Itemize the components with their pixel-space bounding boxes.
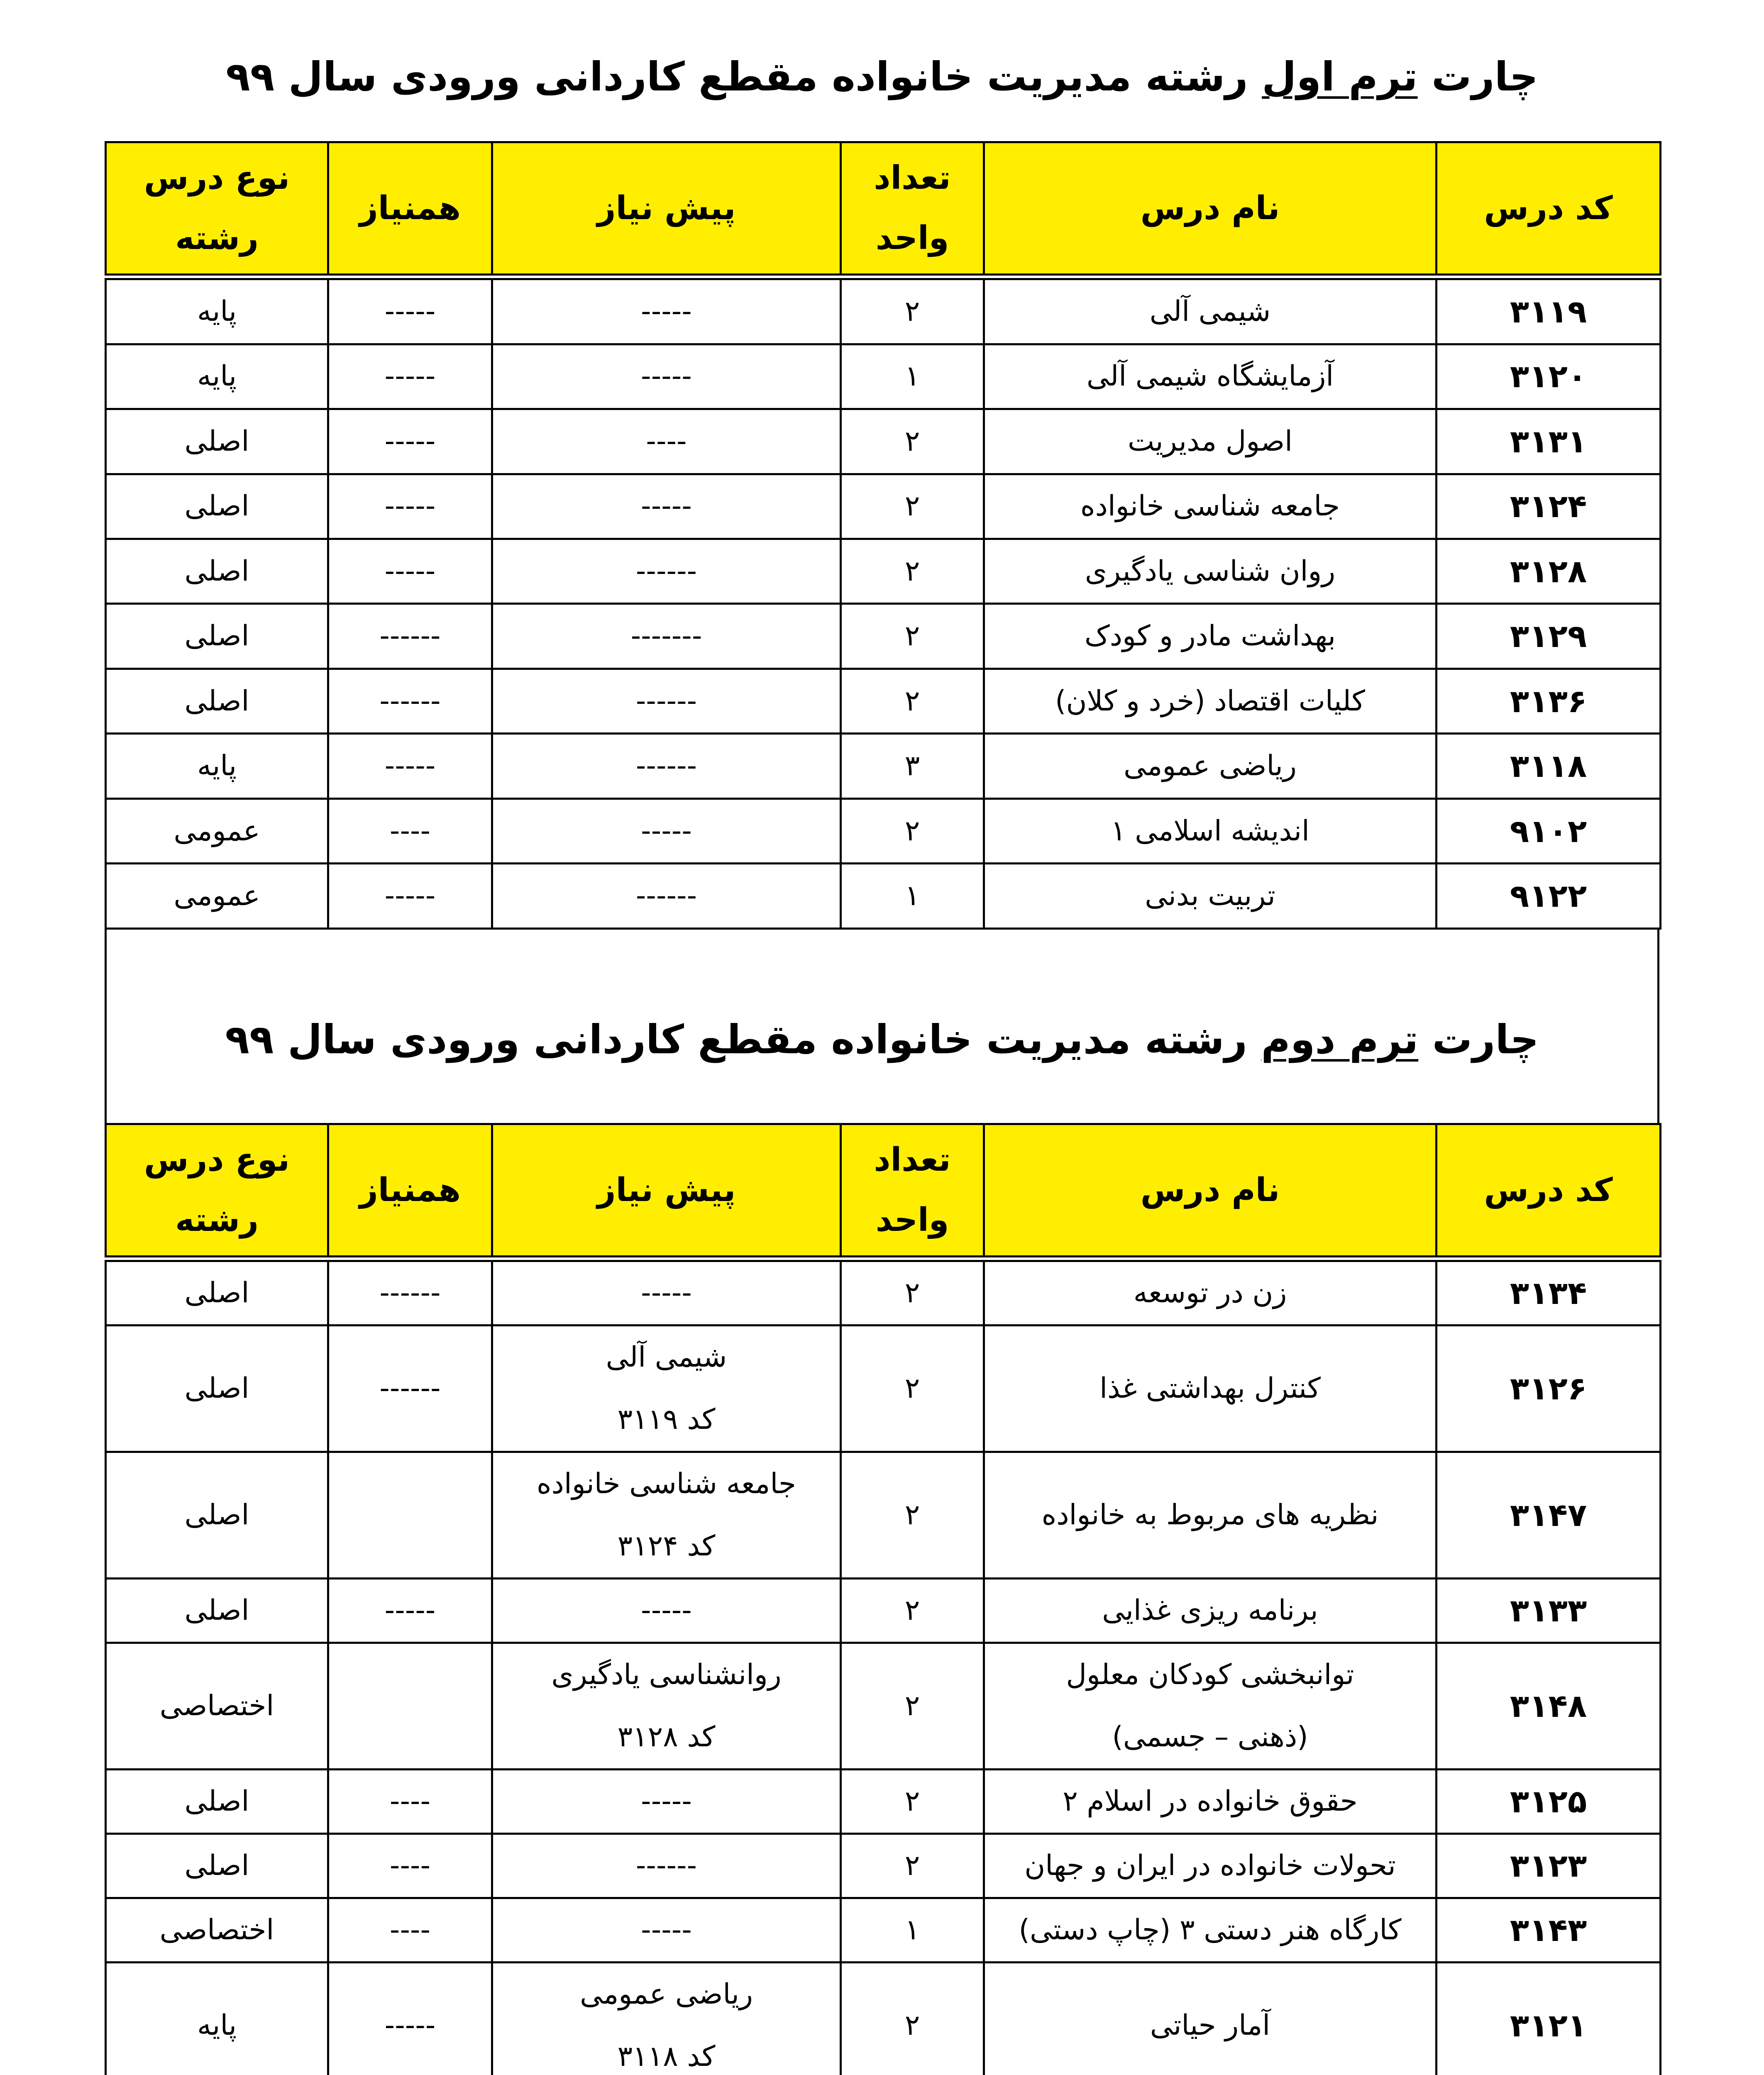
course-name-line1: اصول مدیریت bbox=[1127, 425, 1293, 458]
table-row bbox=[106, 734, 1661, 798]
course-prereq-line2: کد ۳۱۲۸ bbox=[617, 1721, 716, 1753]
table-row bbox=[106, 474, 1661, 539]
course-prereq-line1: ------ bbox=[635, 749, 697, 783]
course-coreq: ----- bbox=[328, 277, 492, 344]
course-name-line2: (ذهنی – جسمی) bbox=[1112, 1721, 1308, 1753]
course-type: اصلی bbox=[106, 604, 328, 669]
table-row bbox=[106, 1963, 1661, 2075]
course-code: ۳۱۴۷ bbox=[1437, 1452, 1661, 1579]
course-units: ۲ bbox=[841, 604, 984, 669]
course-name-line1: حقوق خانواده در اسلام ۲ bbox=[1063, 1785, 1358, 1818]
course-prereq bbox=[492, 864, 841, 929]
term2-table bbox=[105, 1123, 1661, 2075]
course-units: ۲ bbox=[841, 1770, 984, 1834]
course-name-line1: تربیت بدنی bbox=[1145, 879, 1275, 913]
header-units bbox=[841, 142, 984, 277]
course-coreq: ------ bbox=[328, 604, 492, 669]
header-units-line1: تعداد bbox=[874, 1141, 951, 1179]
course-name-line1: شیمی آلی bbox=[1149, 295, 1271, 328]
chart1-title-term: ترم اول bbox=[1262, 54, 1418, 100]
course-prereq-line1: ----- bbox=[641, 490, 692, 523]
course-coreq: ---- bbox=[328, 1834, 492, 1898]
course-name bbox=[984, 1643, 1437, 1770]
course-prereq-line1: ------ bbox=[635, 684, 697, 718]
header-type-line1: نوع درس bbox=[144, 159, 290, 197]
course-coreq: ----- bbox=[328, 734, 492, 798]
course-units: ۲ bbox=[841, 1963, 984, 2075]
course-prereq-line2: کد ۳۱۱۸ bbox=[617, 2040, 716, 2073]
course-units: ۲ bbox=[841, 798, 984, 863]
course-coreq: ---- bbox=[328, 798, 492, 863]
course-units: ۱ bbox=[841, 864, 984, 929]
course-prereq-line1: ---- bbox=[646, 425, 687, 458]
course-code: ۳۱۲۸ bbox=[1437, 539, 1661, 604]
course-type: اصلی bbox=[106, 409, 328, 474]
course-prereq-line1: ----- bbox=[641, 295, 692, 328]
course-code: ۳۱۱۹ bbox=[1437, 277, 1661, 344]
chart1-title bbox=[104, 52, 1660, 102]
course-name-line1: ریاضی عمومی bbox=[1124, 749, 1297, 783]
table-row bbox=[106, 864, 1661, 929]
table-row bbox=[106, 539, 1661, 604]
course-name bbox=[984, 539, 1437, 604]
course-code: ۹۱۲۲ bbox=[1437, 864, 1661, 929]
course-type: پایه bbox=[106, 277, 328, 344]
course-type: پایه bbox=[106, 734, 328, 798]
course-coreq: ----- bbox=[328, 1579, 492, 1643]
course-units: ۱ bbox=[841, 1898, 984, 1963]
table-row bbox=[106, 1259, 1661, 1326]
course-code: ۳۱۲۵ bbox=[1437, 1770, 1661, 1834]
course-prereq bbox=[492, 669, 841, 733]
course-units: ۱ bbox=[841, 344, 984, 409]
chart2-title-prefix: چارت bbox=[1418, 1016, 1539, 1063]
course-code: ۹۱۰۲ bbox=[1437, 798, 1661, 863]
course-type: پایه bbox=[106, 344, 328, 409]
course-name-line1: اندیشه اسلامی ۱ bbox=[1111, 814, 1310, 847]
header-type-line2: رشته bbox=[175, 1201, 259, 1239]
table-row bbox=[106, 1770, 1661, 1834]
course-type: اصلی bbox=[106, 1326, 328, 1452]
chart1-title-prefix: چارت bbox=[1417, 54, 1538, 100]
course-name bbox=[984, 1898, 1437, 1963]
course-name-line1: توانبخشی کودکان معلول bbox=[1066, 1658, 1354, 1691]
course-units: ۲ bbox=[841, 1326, 984, 1452]
course-prereq bbox=[492, 1963, 841, 2075]
course-code: ۳۱۳۱ bbox=[1437, 409, 1661, 474]
course-units: ۲ bbox=[841, 1452, 984, 1579]
header-coreq: همنیاز bbox=[328, 142, 492, 277]
header-coreq: همنیاز bbox=[328, 1124, 492, 1259]
course-code: ۳۱۲۹ bbox=[1437, 604, 1661, 669]
chart2-title-term: ترم دوم bbox=[1261, 1016, 1419, 1063]
course-units: ۲ bbox=[841, 1579, 984, 1643]
course-units: ۲ bbox=[841, 539, 984, 604]
course-code: ۳۱۱۸ bbox=[1437, 734, 1661, 798]
course-name-line1: برنامه ریزی غذایی bbox=[1102, 1594, 1318, 1627]
table-row bbox=[106, 604, 1661, 669]
course-code: ۳۱۲۳ bbox=[1437, 1834, 1661, 1898]
course-units: ۲ bbox=[841, 409, 984, 474]
course-prereq-line1: ------ bbox=[635, 1849, 697, 1882]
course-prereq bbox=[492, 1898, 841, 1963]
course-prereq bbox=[492, 734, 841, 798]
course-code: ۳۱۲۱ bbox=[1437, 1963, 1661, 2075]
course-prereq bbox=[492, 1579, 841, 1643]
course-prereq bbox=[492, 474, 841, 539]
course-coreq: ---- bbox=[328, 1770, 492, 1834]
course-coreq: ----- bbox=[328, 864, 492, 929]
course-code: ۳۱۴۸ bbox=[1437, 1643, 1661, 1770]
course-name-line1: جامعه شناسی خانواده bbox=[1080, 490, 1340, 523]
course-prereq bbox=[492, 1770, 841, 1834]
course-name bbox=[984, 1963, 1437, 2075]
course-name bbox=[984, 1452, 1437, 1579]
header-name: نام درس bbox=[984, 1124, 1437, 1259]
course-code: ۳۱۳۶ bbox=[1437, 669, 1661, 733]
course-type: اصلی bbox=[106, 669, 328, 733]
course-code: ۳۱۲۰ bbox=[1437, 344, 1661, 409]
course-prereq-line1: ----- bbox=[641, 1785, 692, 1818]
header-units-line2: واحد bbox=[875, 220, 949, 257]
table-header-row bbox=[106, 142, 1661, 277]
course-type: اصلی bbox=[106, 539, 328, 604]
header-type-line2: رشته bbox=[175, 220, 259, 257]
course-name bbox=[984, 474, 1437, 539]
course-prereq bbox=[492, 277, 841, 344]
table-row bbox=[106, 1643, 1661, 1770]
course-name bbox=[984, 344, 1437, 409]
course-prereq-line1: ----- bbox=[641, 1914, 692, 1946]
header-name: نام درس bbox=[984, 142, 1437, 277]
course-name bbox=[984, 277, 1437, 344]
course-prereq-line1: ----- bbox=[641, 1594, 692, 1627]
course-units: ۲ bbox=[841, 1259, 984, 1326]
course-prereq bbox=[492, 409, 841, 474]
course-prereq-line1: جامعه شناسی خانواده bbox=[536, 1467, 796, 1500]
course-prereq bbox=[492, 1326, 841, 1452]
course-name-line1: آزمایشگاه شیمی آلی bbox=[1086, 360, 1334, 393]
table-row bbox=[106, 409, 1661, 474]
course-type: اختصاصی bbox=[106, 1643, 328, 1770]
course-units: ۲ bbox=[841, 669, 984, 733]
course-prereq bbox=[492, 798, 841, 863]
course-code: ۳۱۲۴ bbox=[1437, 474, 1661, 539]
course-name-line1: کلیات اقتصاد (خرد و کلان) bbox=[1055, 684, 1366, 718]
course-coreq: ----- bbox=[328, 1963, 492, 2075]
course-units: ۳ bbox=[841, 734, 984, 798]
table-row bbox=[106, 344, 1661, 409]
course-prereq-line2: کد ۳۱۱۹ bbox=[617, 1403, 716, 1436]
course-code: ۳۱۳۳ bbox=[1437, 1579, 1661, 1643]
course-name bbox=[984, 1834, 1437, 1898]
header-code: کد درس bbox=[1437, 142, 1661, 277]
course-type: اصلی bbox=[106, 474, 328, 539]
course-name bbox=[984, 798, 1437, 863]
table-row bbox=[106, 1452, 1661, 1579]
table-row bbox=[106, 1326, 1661, 1452]
course-name bbox=[984, 604, 1437, 669]
table-row bbox=[106, 669, 1661, 733]
term1-table bbox=[105, 141, 1661, 930]
course-units: ۲ bbox=[841, 474, 984, 539]
table-row bbox=[106, 1579, 1661, 1643]
header-prereq: پیش نیاز bbox=[492, 142, 841, 277]
course-name bbox=[984, 1259, 1437, 1326]
chart2-title-rest: رشته مدیریت خانواده مقطع کاردانی ورودی سال ۹۹ bbox=[225, 1016, 1261, 1063]
course-name bbox=[984, 409, 1437, 474]
chart1-title-rest: رشته مدیریت خانواده مقطع کاردانی ورودی سال ۹۹ bbox=[226, 54, 1262, 100]
course-type: اصلی bbox=[106, 1579, 328, 1643]
header-prereq: پیش نیاز bbox=[492, 1124, 841, 1259]
course-prereq bbox=[492, 1452, 841, 1579]
course-code: ۳۱۲۶ bbox=[1437, 1326, 1661, 1452]
course-type: عمومی bbox=[106, 864, 328, 929]
course-prereq bbox=[492, 1834, 841, 1898]
course-prereq-line1: روانشناسی یادگیری bbox=[551, 1658, 782, 1691]
header-units-line2: واحد bbox=[875, 1201, 949, 1239]
course-name bbox=[984, 1770, 1437, 1834]
course-name bbox=[984, 669, 1437, 733]
course-prereq bbox=[492, 344, 841, 409]
course-prereq-line2: کد ۳۱۲۴ bbox=[617, 1530, 716, 1562]
course-prereq-line1: ریاضی عمومی bbox=[580, 1978, 753, 2011]
header-units bbox=[841, 1124, 984, 1259]
header-type bbox=[106, 1124, 328, 1259]
table-row bbox=[106, 798, 1661, 863]
course-coreq: ------ bbox=[328, 669, 492, 733]
course-prereq-line1: ------- bbox=[630, 620, 702, 653]
header-type-line1: نوع درس bbox=[144, 1141, 290, 1179]
course-code: ۳۱۴۳ bbox=[1437, 1898, 1661, 1963]
course-name-line1: تحولات خانواده در ایران و جهان bbox=[1024, 1849, 1396, 1882]
table-header-row bbox=[106, 1124, 1661, 1259]
course-type: عمومی bbox=[106, 798, 328, 863]
course-coreq: ----- bbox=[328, 409, 492, 474]
course-name-line1: آمار حیاتی bbox=[1150, 2009, 1270, 2042]
course-coreq bbox=[328, 1643, 492, 1770]
course-units: ۲ bbox=[841, 1643, 984, 1770]
course-coreq: ---- bbox=[328, 1898, 492, 1963]
header-units-line1: تعداد bbox=[874, 159, 951, 197]
course-coreq: ------ bbox=[328, 1326, 492, 1452]
course-units: ۲ bbox=[841, 1834, 984, 1898]
course-prereq bbox=[492, 1643, 841, 1770]
course-code: ۳۱۳۴ bbox=[1437, 1259, 1661, 1326]
course-coreq: ----- bbox=[328, 344, 492, 409]
course-prereq bbox=[492, 1259, 841, 1326]
course-prereq-line1: ----- bbox=[641, 1277, 692, 1309]
course-name bbox=[984, 864, 1437, 929]
course-name-line1: زن در توسعه bbox=[1133, 1277, 1287, 1309]
course-units: ۲ bbox=[841, 277, 984, 344]
course-type: اصلی bbox=[106, 1452, 328, 1579]
course-prereq-line1: ----- bbox=[641, 360, 692, 393]
course-type: اصلی bbox=[106, 1259, 328, 1326]
course-type: اصلی bbox=[106, 1770, 328, 1834]
course-name bbox=[984, 1579, 1437, 1643]
course-prereq-line1: ------ bbox=[635, 879, 697, 913]
header-type bbox=[106, 142, 328, 277]
course-type: اختصاصی bbox=[106, 1898, 328, 1963]
course-name-line1: نظریه های مربوط به خانواده bbox=[1041, 1499, 1379, 1531]
course-name bbox=[984, 734, 1437, 798]
course-name-line1: کارگاه هنر دستی ۳ (چاپ دستی) bbox=[1019, 1914, 1402, 1946]
course-coreq: ----- bbox=[328, 539, 492, 604]
course-coreq bbox=[328, 1452, 492, 1579]
chart2-title bbox=[104, 1015, 1660, 1064]
header-code: کد درس bbox=[1437, 1124, 1661, 1259]
course-coreq: ------ bbox=[328, 1259, 492, 1326]
course-prereq-line1: ----- bbox=[641, 814, 692, 847]
course-name-line1: روان شناسی یادگیری bbox=[1085, 554, 1336, 588]
table-row bbox=[106, 277, 1661, 344]
table-row bbox=[106, 1898, 1661, 1963]
course-name-line1: کنترل بهداشتی غذا bbox=[1099, 1372, 1321, 1405]
course-prereq-line1: ------ bbox=[635, 554, 697, 588]
table-row bbox=[106, 1834, 1661, 1898]
course-type: پایه bbox=[106, 1963, 328, 2075]
course-prereq bbox=[492, 604, 841, 669]
course-type: اصلی bbox=[106, 1834, 328, 1898]
course-prereq-line1: شیمی آلی bbox=[606, 1341, 727, 1374]
course-prereq bbox=[492, 539, 841, 604]
course-name bbox=[984, 1326, 1437, 1452]
course-name-line1: بهداشت مادر و کودک bbox=[1084, 620, 1336, 653]
course-coreq: ----- bbox=[328, 474, 492, 539]
